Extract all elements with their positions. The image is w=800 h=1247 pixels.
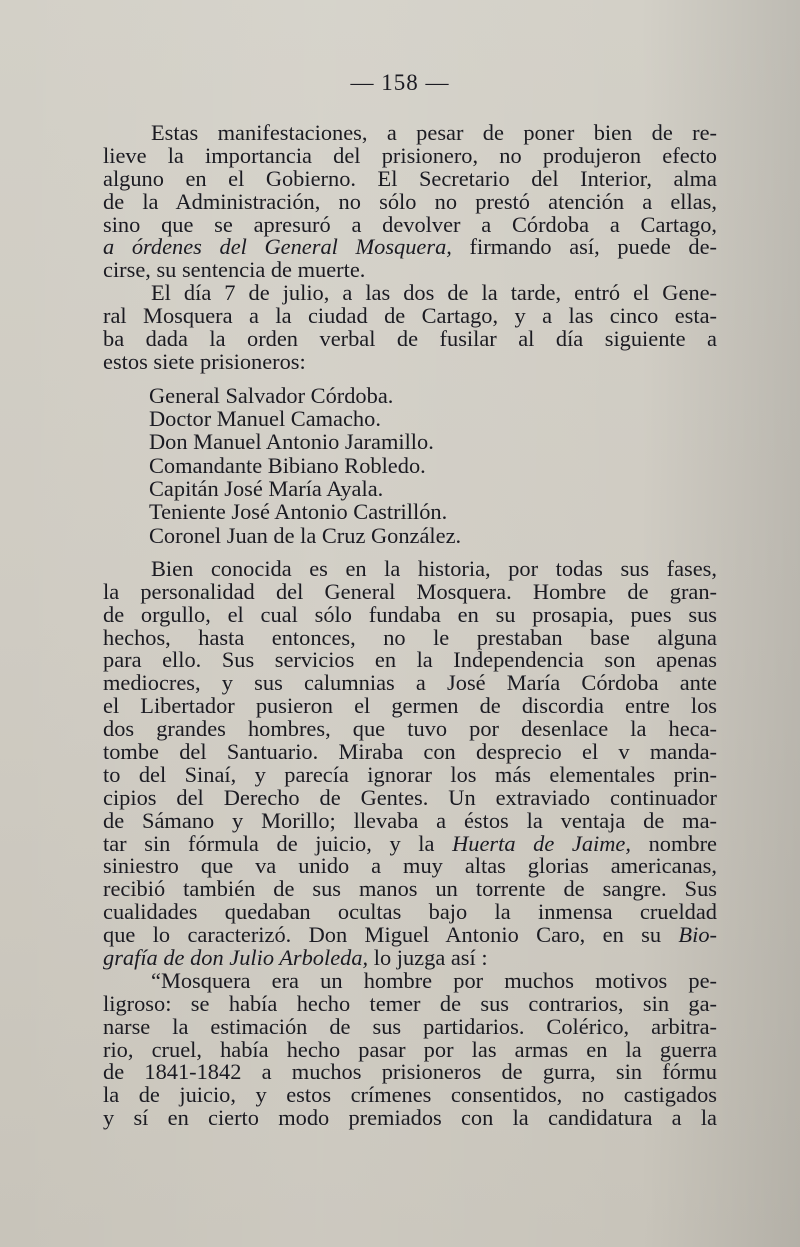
text-line: estos siete prisioneros: (103, 348, 306, 374)
text-line: El día 7 de julio, a las dos de la tarde, entró el Gene- (151, 280, 717, 306)
text-line: ral Mosquera a la ciudad de Cartago, y a las cinco esta- (103, 303, 717, 329)
paragraph-1 (103, 122, 717, 282)
list-item: Coronel Juan de la Cruz González. (149, 522, 462, 548)
text-line: rio, cruel, había hecho pasar por las armas en la guerra (103, 1036, 717, 1062)
text-line: “Mosquera era un hombre por muchos motivos pe- (151, 967, 717, 993)
italic-reference: grafía de don Julio Arboleda, (103, 945, 369, 971)
text-line: de Sámano y Morillo; llevaba a éstos la ventaja de ma- (103, 807, 717, 833)
text-line: de 1841-1842 a muchos prisioneros de gurra, sin fórmu (103, 1059, 717, 1085)
list-item: General Salvador Córdoba. (149, 382, 394, 408)
text-fragment: lo juzga así : (368, 945, 488, 971)
text-line: ba dada la orden verbal de fusilar al día siguiente a (103, 326, 717, 352)
text-line: dos grandes hombres, que tuvo por desenlace la heca- (103, 716, 717, 742)
paragraph-3 (103, 555, 717, 971)
text-line-mixed (103, 830, 717, 856)
text-fragment: firmando así, puede de- (451, 234, 717, 260)
text-line: y sí en cierto modo premiados con la candidatura a la (103, 1105, 717, 1131)
text-line: narse la estimación de sus partidarios. Colérico, arbitra- (103, 1013, 717, 1039)
text-line: Estas manifestaciones, a pesar de poner bien de re- (151, 120, 717, 145)
text-fragment: que lo caracterizó. Don Miguel Antonio Caro, en su (103, 922, 662, 948)
text-line: cirse, su sentencia de muerte. (103, 257, 366, 283)
italic-reference: Bio- (678, 922, 717, 948)
list-item: Comandante Bibiano Robledo. (149, 452, 426, 478)
text-line-mixed (103, 924, 717, 947)
list-item: Doctor Manuel Camacho. (149, 406, 381, 432)
text-line: para ello. Sus servicios en la Independencia son apenas (103, 647, 717, 673)
text-line: cualidades quedaban ocultas bajo la inmensa crueldad (103, 899, 717, 925)
text-line: recibió también de sus manos un torrente de sangre. Sus (103, 876, 717, 902)
list-item: Capitán José María Ayala. (149, 475, 384, 501)
text-line: mediocres, y sus calumnias a José María Córdoba ante (103, 670, 717, 696)
text-line: hechos, hasta entonces, no le prestaban base alguna (103, 624, 717, 650)
text-line: alguno en el Gobierno. El Secretario del Interior, alma (103, 165, 717, 191)
quotation (103, 967, 717, 1131)
text-line: la de juicio, y estos crímenes consentidos, no castigados (103, 1082, 717, 1108)
text-line: siniestro que va unido a muy altas glorias americanas, (103, 853, 717, 879)
text-line: to del Sinaí, y parecía ignorar los más elementales prin- (103, 761, 717, 787)
prisoner-list (149, 382, 717, 548)
text-line-mixed (103, 236, 717, 259)
text-line-mixed (103, 947, 717, 970)
paragraph-2 (103, 282, 717, 374)
italic-reference: a órdenes del General Mosquera, (103, 234, 452, 260)
text-line: Bien conocida es en la historia, por todas sus fases, (151, 555, 717, 581)
list-item: Don Manuel Antonio Jaramillo. (149, 429, 434, 455)
text-line: lieve la importancia del prisionero, no produjeron efecto (103, 142, 717, 168)
text-fragment: tar sin fórmula de juicio, y la (103, 830, 435, 856)
text-line: sino que se apresuró a devolver a Córdoba a Cartago, (103, 211, 717, 237)
text-line: de orgullo, el cual sólo fundaba en su prosapia, pues sus (103, 601, 717, 627)
text-line: la personalidad del General Mosquera. Hombre de gran- (103, 578, 717, 604)
page-body (103, 122, 717, 1130)
text-fragment: nombre (630, 830, 717, 856)
text-line: ligroso: se había hecho temer de sus contrarios, sin ga- (103, 990, 717, 1016)
text-line: de la Administración, no sólo no prestó atención a ellas, (103, 188, 717, 214)
text-line: tombe del Santuario. Miraba con desprecio el v manda- (103, 739, 717, 764)
text-line: cipios del Derecho de Gentes. Un extraviado continuador (103, 784, 717, 810)
text-line: el Libertador pusieron el germen de discordia entre los (103, 693, 717, 719)
italic-reference: Huerta de Jaime, (452, 830, 631, 856)
list-item: Teniente José Antonio Castrillón. (149, 499, 448, 525)
page-number: — 158 — (350, 70, 450, 95)
